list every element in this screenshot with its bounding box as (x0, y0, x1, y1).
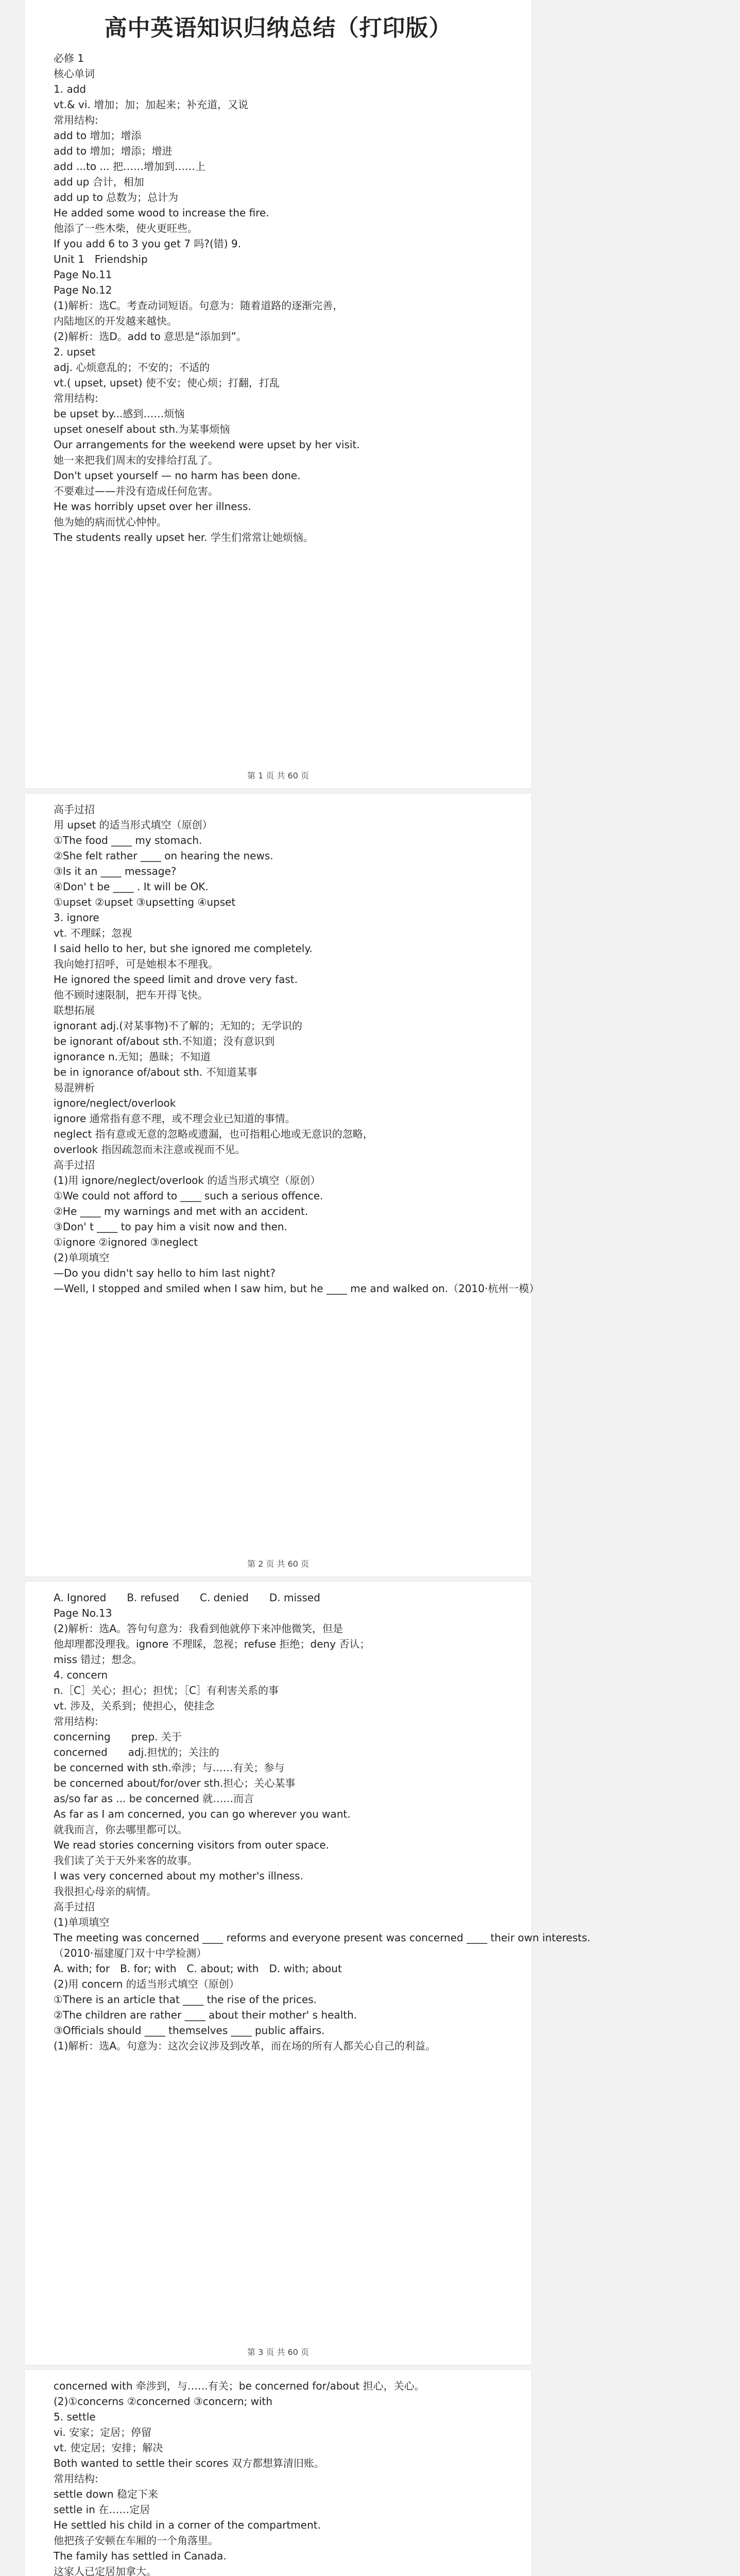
text-line: 核心单词 (54, 67, 95, 80)
text-line: （2010·福建厦门双十中学检测） (54, 1947, 207, 1959)
page-content (25, 793, 540, 1296)
text-line: He added some wood to increase the fire. (54, 207, 269, 219)
page-content (25, 2370, 531, 2576)
text-line: The students really upset her. 学生们常常让她烦恼。 (54, 531, 314, 544)
text-line: ②The children are rather ____ about their mother' s health. (54, 2009, 357, 2021)
text-line: 用 upset 的适当形式填空（原创） (54, 819, 213, 831)
text-line: n.［C］关心；担心；担忧；［C］有利害关系的事 (54, 1684, 279, 1697)
page-3 (25, 1582, 591, 2365)
text-line: —Do you didn't say hello to him last night? (54, 1267, 276, 1279)
text-line: I said hello to her, but she ignored me completely. (54, 942, 313, 955)
page-content (25, 1582, 591, 2054)
text-line: settle down 稳定下来 (54, 2488, 158, 2500)
page-footer: 第 3 页 共 60 页 (247, 2347, 309, 2357)
text-line: Our arrangements for the weekend were upset by her visit. (54, 438, 360, 451)
text-line: vt. 使定居；安排；解决 (54, 2442, 163, 2454)
text-line: ③Is it an ____ message? (54, 865, 177, 877)
text-line: 不要难过——并没有造成任何危害。 (54, 485, 218, 497)
text-line: vt. 不理睬；忽视 (54, 927, 132, 939)
text-line: ②She felt rather ____ on hearing the news. (54, 850, 273, 862)
text-line: 联想拓展 (54, 1004, 95, 1016)
text-line: (2)解析：选D。add to 意思是“添加到”。 (54, 330, 247, 343)
text-line: 必修 1 (54, 52, 84, 64)
text-line: 我们读了关于天外来客的故事。 (54, 1854, 198, 1867)
text-line: (1)解析：选C。考查动词短语。句意为：随着道路的逐渐完善， (54, 299, 343, 312)
text-line: ④Don' t be ____ . It will be OK. (54, 880, 209, 893)
text-line: ①There is an article that ____ the rise of the prices. (54, 1993, 317, 2006)
text-line: (2)用 concern 的适当形式填空（原创） (54, 1978, 239, 1990)
page-footer: 第 2 页 共 60 页 (247, 1559, 309, 1569)
text-line: ignorant adj.(对某事物)不了解的；无知的；无学识的 (54, 1020, 302, 1032)
text-line: vt.& vi. 增加；加；加起来；补充道，又说 (54, 98, 249, 111)
text-line: 内陆地区的开发越来越快。 (54, 315, 177, 327)
text-line: 这家人已定居加拿大。 (54, 2565, 157, 2576)
text-line: 我很担心母亲的病情。 (54, 1885, 157, 1897)
text-line: 常用结构: (54, 2472, 98, 2485)
text-line: be concerned with sth.牵涉；与……有关；参与 (54, 1761, 285, 1774)
text-line: ①ignore ②ignored ③neglect (54, 1236, 198, 1248)
page-4 (25, 2370, 531, 2576)
text-line: vt.( upset, upset) 使不安；使心烦；打翻，打乱 (54, 377, 280, 389)
text-line: Page No.11 (54, 268, 112, 281)
text-line: ignore/neglect/overlook (54, 1097, 176, 1109)
text-line: He was horribly upset over her illness. (54, 500, 251, 513)
text-line: neglect 指有意或无意的忽略或遗漏，也可指粗心地或无意识的忽略， (54, 1128, 373, 1140)
text-line: As far as I am concerned, you can go wherever you want. (54, 1808, 351, 1820)
text-line: 他不顾时速限制，把车开得飞快。 (54, 989, 208, 1001)
text-line: 易混辨析 (54, 1081, 95, 1094)
text-line: —Well, I stopped and smiled when I saw him, but he ____ me and walked on.（2010·杭州一模） (54, 1282, 540, 1295)
text-line: The meeting was concerned ____ reforms and everyone present was concerned ____ their own interests. (54, 1931, 591, 1944)
text-line: ①We could not afford to ____ such a serious offence. (54, 1190, 323, 1202)
text-line: (2)①concerns ②concerned ③concern; with (54, 2395, 273, 2408)
text-line: ignore 通常指有意不理，或不理会业已知道的事情。 (54, 1112, 296, 1125)
text-line: I was very concerned about my mother's illness. (54, 1870, 303, 1882)
text-line: We read stories concerning visitors from outer space. (54, 1839, 330, 1851)
text-line: concerned with 牵涉到，与……有关；be concerned for/about 担心，关心。 (54, 2380, 425, 2392)
text-line: He ignored the speed limit and drove very fast. (54, 973, 298, 986)
text-line: be upset by...感到……烦恼 (54, 408, 185, 420)
text-line: He settled his child in a corner of the compartment. (54, 2519, 321, 2531)
text-line: ③Officials should ____ themselves ____ public affairs. (54, 2024, 325, 2037)
text-line: as/so far as ... be concerned 就……而言 (54, 1792, 254, 1805)
text-line: 常用结构: (54, 1715, 98, 1727)
text-line: Page No.13 (54, 1607, 112, 1619)
text-line: The family has settled in Canada. (54, 2550, 227, 2562)
text-line: vi. 安家；定居；停留 (54, 2426, 152, 2438)
text-line: 她一来把我们周末的安排给打乱了。 (54, 454, 218, 466)
page-2 (25, 793, 540, 1577)
text-line: upset oneself about sth.为某事烦恼 (54, 423, 230, 435)
text-line: 他为她的病而忧心忡忡。 (54, 516, 167, 528)
text-line: Both wanted to settle their scores 双方都想算清旧账。 (54, 2457, 324, 2469)
text-line: (1)用 ignore/neglect/overlook 的适当形式填空（原创） (54, 1174, 321, 1187)
text-line: add to 增加；增添 (54, 129, 142, 142)
text-line: 他添了一些木柴，使火更旺些。 (54, 222, 198, 234)
text-line: 高手过招 (54, 803, 95, 816)
text-line: 2. upset (54, 346, 96, 358)
text-line: If you add 6 to 3 you get 7 吗?(错) 9. (54, 238, 242, 250)
text-line: ①upset ②upset ③upsetting ④upset (54, 896, 236, 908)
document-title: 高中英语知识归纳总结（打印版） (104, 15, 452, 41)
text-line: 就我而言，你去哪里都可以。 (54, 1823, 187, 1836)
text-line: A. with; for B. for; with C. about; with D. with; about (54, 1962, 342, 1975)
text-line: vt. 涉及，关系到；使担心，使挂念 (54, 1700, 215, 1712)
text-line: ③Don' t ____ to pay him a visit now and then. (54, 1221, 287, 1233)
text-line: 他把孩子安顿在车厢的一个角落里。 (54, 2534, 218, 2547)
text-line: 高手过招 (54, 1159, 95, 1171)
text-line: be in ignorance of/about sth. 不知道某事 (54, 1066, 257, 1078)
text-line: 1. add (54, 83, 87, 95)
text-line: ②He ____ my warnings and met with an accident. (54, 1205, 308, 1217)
text-line: add up to 总数为；总计为 (54, 191, 179, 204)
text-line: be ignorant of/about sth.不知道；没有意识到 (54, 1035, 275, 1047)
text-line: 我向她打招呼，可是她根本不理我。 (54, 958, 218, 970)
text-line: Don't upset yourself — no harm has been done. (54, 469, 301, 482)
text-line: settle in 在……定居 (54, 2503, 150, 2516)
text-line: A. Ignored B. refused C. denied D. missed (54, 1591, 320, 1604)
text-line: 5. settle (54, 2411, 96, 2423)
text-line: Page No.12 (54, 284, 112, 296)
text-line: 常用结构: (54, 392, 98, 404)
text-line: add to 增加；增添；增进 (54, 145, 173, 157)
text-line: miss 错过；想念。 (54, 1653, 143, 1666)
text-line: be concerned about/for/over sth.担心；关心某事 (54, 1777, 296, 1789)
page-footer: 第 1 页 共 60 页 (247, 771, 309, 781)
text-line: 4. concern (54, 1669, 108, 1681)
text-line: (1)单项填空 (54, 1916, 110, 1928)
text-line: (2)解析：选A。答句句意为：我看到他就停下来冲他微笑，但是 (54, 1622, 343, 1635)
text-line: concerned adj.担忧的；关注的 (54, 1746, 219, 1758)
text-line: ①The food ____ my stomach. (54, 834, 202, 846)
text-line: 常用结构: (54, 114, 98, 126)
text-line: overlook 指因疏忽而未注意或视而不见。 (54, 1143, 246, 1156)
page-1 (25, 0, 531, 788)
text-line: (1)解析：选A。句意为：这次会议涉及到改革，而在场的所有人都关心自己的利益。 (54, 2040, 436, 2052)
text-line: ignorance n.无知；愚昧；不知道 (54, 1050, 211, 1063)
text-line: (2)单项填空 (54, 1251, 110, 1264)
text-line: 3. ignore (54, 911, 99, 924)
text-line: add up 合计，相加 (54, 176, 144, 188)
text-line: 高手过招 (54, 1901, 95, 1913)
text-line: Unit 1 Friendship (54, 253, 148, 265)
text-line: adj. 心烦意乱的；不安的；不适的 (54, 361, 210, 374)
page-content (25, 42, 531, 545)
text-line: concerning prep. 关于 (54, 1731, 182, 1743)
text-line: add ...to ... 把……增加到……上 (54, 160, 205, 173)
text-line: 他却理都没理我。ignore 不理睬，忽视；refuse 拒绝；deny 否认； (54, 1638, 370, 1650)
